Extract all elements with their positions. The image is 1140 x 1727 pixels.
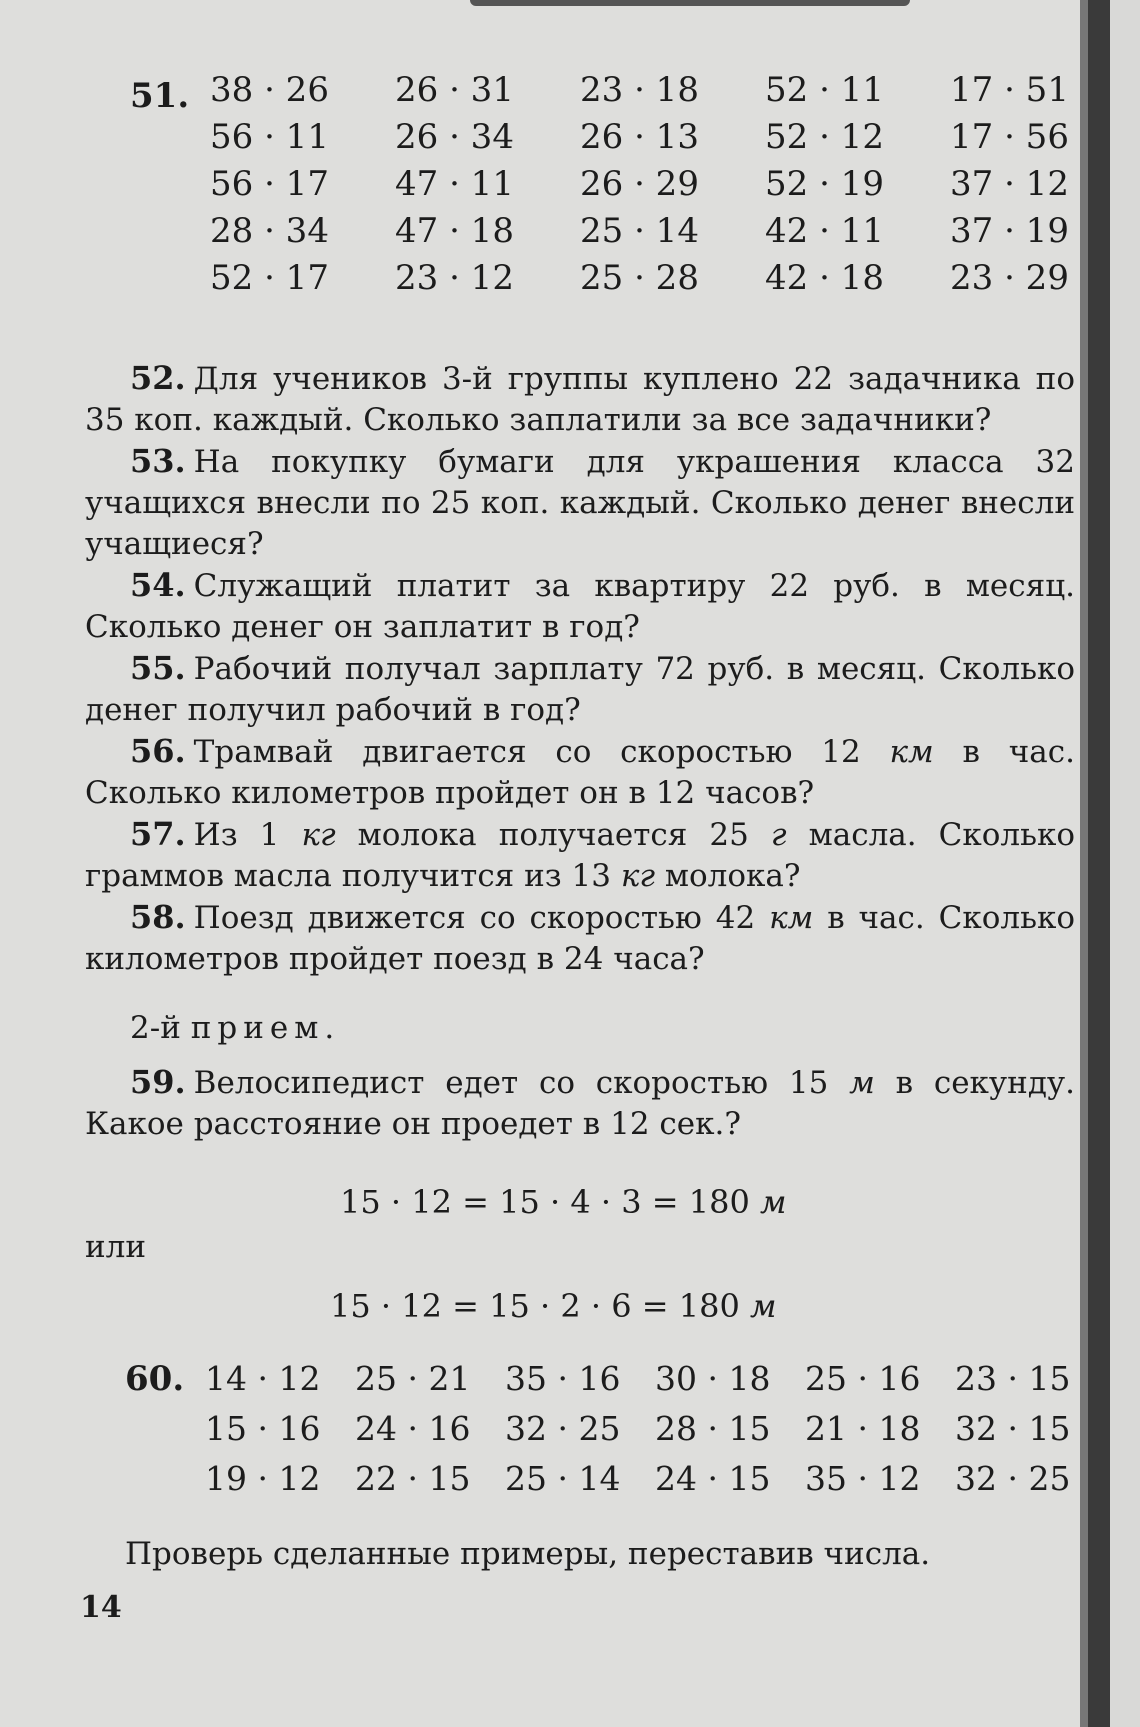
problem-text: Из 1 <box>193 817 302 853</box>
exercise-60-grid <box>205 1359 1105 1509</box>
page-top-mark <box>470 0 910 6</box>
multiplication-example: 32 · 25 <box>505 1409 621 1448</box>
problem-text: Велосипедист едет со скоростью 15 <box>193 1065 850 1101</box>
problem-text: Рабочий получал зарплату 72 руб. в месяц. Сколько денег получил рабочий в год? <box>85 651 1075 728</box>
unit-label: м <box>849 1065 875 1101</box>
multiplication-example: 25 · 21 <box>355 1359 471 1398</box>
problem-text: масла. Сколько граммов масла получится из 13 <box>85 817 1076 894</box>
unit-label: м <box>759 1183 787 1221</box>
multiplication-example: 26 · 13 <box>580 117 699 157</box>
problem-text: Трамвай двигается со скоростью 12 <box>193 734 890 770</box>
multiplication-example: 52 · 17 <box>210 258 329 298</box>
multiplication-example: 21 · 18 <box>805 1409 921 1448</box>
problem-text: молока? <box>655 858 801 894</box>
formula-text: 15 · 12 = 15 · 4 · 3 = 180 <box>340 1183 760 1221</box>
multiplication-example: 23 · 15 <box>955 1359 1071 1398</box>
exercise-number: 54. <box>130 566 186 604</box>
multiplication-example: 56 · 11 <box>210 117 329 157</box>
exercise-60 <box>85 1359 1075 1524</box>
multiplication-example: 35 · 12 <box>805 1459 921 1498</box>
multiplication-example: 17 · 56 <box>950 117 1069 157</box>
multiplication-example: 25 · 16 <box>805 1359 921 1398</box>
page-content <box>80 70 1076 1625</box>
multiplication-example: 24 · 16 <box>355 1409 471 1448</box>
exercise-51 <box>85 70 1075 320</box>
problem-52 <box>85 358 1075 441</box>
section-prefix: 2-й <box>130 1010 191 1046</box>
exercise-number: 52. <box>130 359 186 397</box>
exercise-number: 56. <box>130 732 186 770</box>
unit-label: км <box>889 734 934 770</box>
multiplication-example: 17 · 51 <box>950 70 1069 110</box>
problem-text: Для учеников 3-й группы куплено 22 задачника по 35 коп. каждый. Сколько заплатили за все задачники? <box>85 361 1075 438</box>
multiplication-example: 37 · 19 <box>950 211 1069 251</box>
multiplication-example: 32 · 15 <box>955 1409 1071 1448</box>
problem-54 <box>85 565 1075 648</box>
problem-53 <box>85 441 1075 565</box>
unit-label: кг <box>301 817 336 853</box>
check-instruction: Проверь сделанные примеры, переставив числа. <box>125 1536 931 1572</box>
multiplication-example: 30 · 18 <box>655 1359 771 1398</box>
multiplication-example: 56 · 17 <box>210 164 329 204</box>
formula-2 <box>330 1287 1075 1325</box>
multiplication-example: 42 · 11 <box>765 211 884 251</box>
problem-text: На покупку бумаги для украшения класса 32 учащихся внесли по 25 коп. каждый. Сколько денег внесли учащиеся? <box>85 444 1075 562</box>
exercise-number: 59. <box>130 1063 186 1101</box>
multiplication-example: 22 · 15 <box>355 1459 471 1498</box>
multiplication-example: 23 · 29 <box>950 258 1069 298</box>
multiplication-example: 35 · 16 <box>505 1359 621 1398</box>
problem-text: Поезд движется со скоростью 42 <box>193 900 770 936</box>
multiplication-example: 25 · 14 <box>505 1459 621 1498</box>
unit-label: км <box>769 900 814 936</box>
unit-label: м <box>749 1287 777 1325</box>
multiplication-example: 37 · 12 <box>950 164 1069 204</box>
multiplication-example: 47 · 11 <box>395 164 514 204</box>
multiplication-example: 28 · 15 <box>655 1409 771 1448</box>
multiplication-example: 42 · 18 <box>765 258 884 298</box>
exercise-number: 58. <box>130 898 186 936</box>
exercise-number: 60. <box>125 1359 185 1399</box>
multiplication-example: 26 · 29 <box>580 164 699 204</box>
multiplication-example: 26 · 31 <box>395 70 514 110</box>
multiplication-example: 14 · 12 <box>205 1359 321 1398</box>
problem-text: в час. Сколько километров пройдет поезд в 24 часа? <box>85 900 1075 977</box>
page-number: 14 <box>80 1590 122 1625</box>
problem-text: в секунду. Какое расстояние он проедет в 12 сек.? <box>85 1065 1075 1142</box>
exercise-number: 55. <box>130 649 186 687</box>
or-word: или <box>85 1229 147 1265</box>
multiplication-example: 28 · 34 <box>210 211 329 251</box>
exercise-51-grid <box>210 70 1110 305</box>
exercise-number: 57. <box>130 815 186 853</box>
section-title: прием. <box>190 1010 341 1046</box>
exercise-number: 53. <box>130 442 186 480</box>
problem-text: в час. Сколько километров пройдет он в 12 часов? <box>85 734 1075 811</box>
section-heading <box>130 1010 1075 1046</box>
formula-1 <box>340 1183 1075 1221</box>
exercise-number: 51. <box>130 76 190 116</box>
problem-58 <box>85 897 1075 980</box>
problem-text: Служащий платит за квартиру 22 руб. в месяц. Сколько денег он заплатит в год? <box>85 568 1075 645</box>
problem-55 <box>85 648 1075 731</box>
multiplication-example: 47 · 18 <box>395 211 514 251</box>
multiplication-example: 32 · 25 <box>955 1459 1071 1498</box>
unit-label: г <box>770 817 787 853</box>
unit-label: кг <box>620 858 655 894</box>
multiplication-example: 15 · 16 <box>205 1409 321 1448</box>
multiplication-example: 23 · 18 <box>580 70 699 110</box>
multiplication-example: 52 · 12 <box>765 117 884 157</box>
multiplication-example: 19 · 12 <box>205 1459 321 1498</box>
problem-57 <box>85 814 1075 897</box>
multiplication-example: 26 · 34 <box>395 117 514 157</box>
multiplication-example: 25 · 28 <box>580 258 699 298</box>
formula-text: 15 · 12 = 15 · 2 · 6 = 180 <box>330 1287 750 1325</box>
multiplication-example: 24 · 15 <box>655 1459 771 1498</box>
problem-56 <box>85 731 1075 814</box>
multiplication-example: 52 · 19 <box>765 164 884 204</box>
multiplication-example: 38 · 26 <box>210 70 329 110</box>
multiplication-example: 23 · 12 <box>395 258 514 298</box>
multiplication-example: 52 · 11 <box>765 70 884 110</box>
multiplication-example: 25 · 14 <box>580 211 699 251</box>
problem-text: молока получается 25 <box>335 817 771 853</box>
problem-59 <box>85 1062 1075 1145</box>
